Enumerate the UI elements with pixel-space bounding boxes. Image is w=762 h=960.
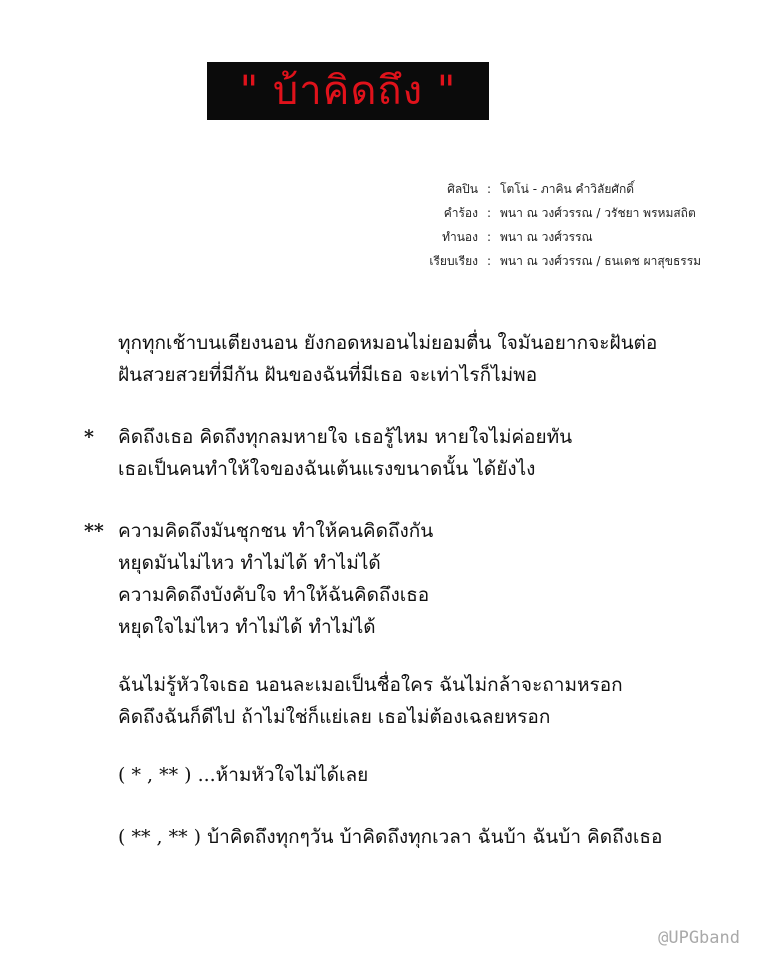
credit-separator: : — [486, 206, 492, 220]
lyric-line — [84, 421, 754, 453]
credit-role: ศิลปิน — [447, 181, 478, 196]
lyric-text: ( ** , ** ) บ้าคิดถึงทุกๆวัน บ้าคิดถึงทุกเวลา ฉันบ้า ฉันบ้า คิดถึงเธอ — [118, 826, 663, 848]
credit-row-artist — [410, 177, 740, 201]
credit-role: ทำนอง — [442, 229, 478, 244]
lyric-text: ฉันไม่รู้หัวใจเธอ นอนละเมอเป็นชื่อใคร ฉันไม่กล้าจะถามหรอก — [118, 674, 623, 696]
lyric-line — [84, 701, 754, 733]
lyric-line — [84, 515, 754, 547]
stanza-verse-1 — [84, 327, 754, 391]
stanza-repeat-1 — [84, 759, 754, 791]
credit-name: พนา ณ วงศ์วรรณ / ธนเดช ผาสุขธรรม — [500, 253, 702, 268]
lyric-line — [84, 547, 754, 579]
credit-row-arrangement — [410, 249, 740, 273]
stanza-chorus-1 — [84, 421, 754, 485]
lyric-line — [84, 327, 754, 359]
song-title: " บ้าคิดถึง " — [239, 68, 457, 114]
credit-separator: : — [486, 182, 492, 196]
credit-row-lyrics — [410, 201, 740, 225]
credits-block — [410, 177, 740, 273]
lyric-text: คิดถึงฉันก็ดีไป ถ้าไม่ใช่ก็แย่เลย เธอไม่ต้องเฉลยหรอก — [118, 706, 551, 728]
credit-separator: : — [486, 254, 492, 268]
lyric-text: ความคิดถึงบังคับใจ ทำให้ฉันคิดถึงเธอ — [118, 584, 430, 606]
stanza-chorus-2 — [84, 515, 754, 643]
lyric-text: ( * , ** ) ...ห้ามหัวใจไม่ได้เลย — [118, 764, 369, 786]
lyric-text: หยุดใจไม่ไหว ทำไม่ได้ ทำไม่ได้ — [118, 616, 376, 638]
watermark: @UPGband — [658, 928, 740, 948]
lyric-line — [84, 759, 754, 791]
lyrics-body — [84, 327, 754, 883]
credit-role: คำร้อง — [443, 205, 478, 220]
credit-name: โตโน่ - ภาคิน คำวิลัยศักดิ์ — [500, 181, 635, 196]
credit-name: พนา ณ วงศ์วรรณ / วรัชยา พรหมสถิต — [500, 205, 696, 220]
lyric-text: ทุกทุกเช้าบนเตียงนอน ยังกอดหมอนไม่ยอมตื่น ใจมันอยากจะฝันต่อ — [118, 332, 658, 354]
lyric-text: หยุดมันไม่ไหว ทำไม่ได้ ทำไม่ได้ — [118, 552, 381, 574]
stanza-repeat-2 — [84, 821, 754, 853]
credit-role: เรียบเรียง — [429, 253, 478, 268]
lyric-line — [84, 359, 754, 391]
title-banner — [207, 62, 489, 120]
credit-name: พนา ณ วงศ์วรรณ — [500, 229, 593, 244]
lyric-line — [84, 821, 754, 853]
lyric-text: เธอเป็นคนทำให้ใจของฉันเต้นแรงขนาดนั้น ได้ยังไง — [118, 458, 536, 480]
lyric-line — [84, 453, 754, 485]
lyric-text: คิดถึงเธอ คิดถึงทุกลมหายใจ เธอรู้ไหม หายใจไม่ค่อยทัน — [118, 426, 573, 448]
stanza-verse-2 — [84, 669, 754, 733]
credit-separator: : — [486, 230, 492, 244]
lyric-line — [84, 611, 754, 643]
line-marker: ** — [84, 520, 104, 542]
lyric-text: ความคิดถึงมันชุกชน ทำให้คนคิดถึงกัน — [118, 520, 434, 542]
lyric-line — [84, 669, 754, 701]
credit-row-melody — [410, 225, 740, 249]
lyric-line — [84, 579, 754, 611]
line-marker: * — [84, 426, 94, 448]
lyric-text: ฝันสวยสวยที่มีกัน ฝันของฉันที่มีเธอ จะเท่าไรก็ไม่พอ — [118, 364, 538, 386]
